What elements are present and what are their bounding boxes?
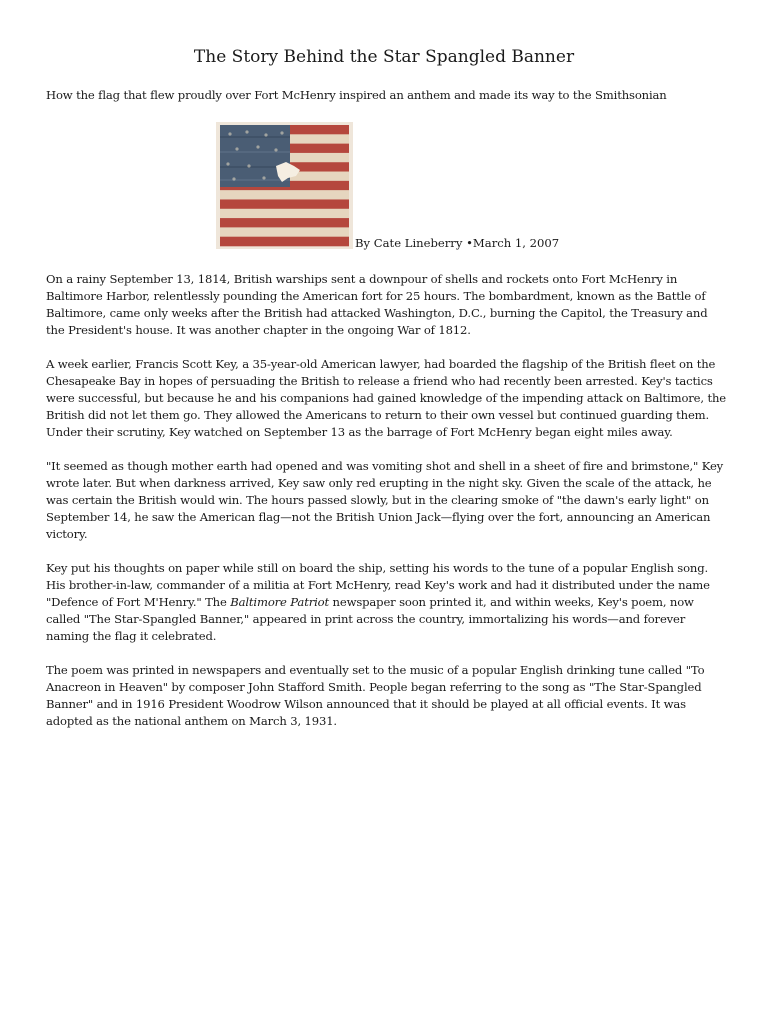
star-spangled-banner-flag-icon bbox=[216, 122, 353, 249]
flag-image bbox=[216, 122, 353, 249]
article-byline: By Cate Lineberry •March 1, 2007 bbox=[355, 236, 560, 250]
paragraph-1: On a rainy September 13, 1814, British warships sent a downpour of shells and rockets onto Fort McHenry in Baltimore Harbor, relentlessly pounding the American fort for 25 hours. The bombardment, known as the Battle of Baltimore, came only weeks after the British had attacked Washington, D.C., burning the Capitol, the Treasury and the President's house. It was another chapter in the ongoing War of 1812. bbox=[46, 272, 708, 337]
paragraph-3: "It seemed as though mother earth had opened and was vomiting shot and shell in a sheet of fire and brimstone," Key wrote later. But when darkness arrived, Key saw only red erupting in the night sky. Given the scale of the attack, he was certain the British would win. The hours passed slowly, but in the clearing smoke of "the dawn's early light" on September 14, he saw the American flag—not the British Union Jack—flying over the fort, announcing an American victory. bbox=[46, 459, 724, 541]
newspaper-name: Baltimore Patriot bbox=[230, 595, 329, 609]
paragraph-2: A week earlier, Francis Scott Key, a 35-year-old American lawyer, had boarded the flagship of the British fleet on the Chesapeake Bay in hopes of persuading the British to release a friend who had recently been arrested. Key's tactics were successful, but because he and his companions had gained knowledge of the impending attack on Baltimore, the British did not let them go. They allowed the Americans to return to their own vessel but continued guarding them. Under their scrutiny, Key watched on September 13 as the barrage of Fort McHenry began eight miles away. bbox=[46, 357, 726, 439]
paragraph-4 bbox=[46, 560, 726, 645]
article-body bbox=[46, 271, 726, 747]
flag-stripe bbox=[220, 218, 349, 228]
flag-stripe bbox=[220, 227, 349, 237]
flag-stripe bbox=[220, 209, 349, 219]
flag-stripe bbox=[220, 237, 349, 247]
paragraph-4-text-before: Key put his thoughts on paper while still on board the ship, setting his words to the tune of a popular English song. His brother-in-law, commander of a militia at Fort McHenry, read Key's work and had it distributed under the name "Defence of Fort M'Henry." The bbox=[46, 561, 710, 609]
flag-stripe bbox=[220, 190, 349, 200]
paragraph-5: The poem was printed in newspapers and eventually set to the music of a popular English drinking tune called "To Anacreon in Heaven" by composer John Stafford Smith. People began referring to the song as "The Star-Spangled Banner" and in 1916 President Woodrow Wilson announced that it should be played at all official events. It was adopted as the national anthem on March 3, 1931. bbox=[46, 663, 705, 728]
flag-stripe bbox=[220, 199, 349, 209]
page-title: The Story Behind the Star Spangled Banner bbox=[193, 47, 575, 67]
paragraph-4-text-after: newspaper soon printed it, and within weeks, Key's poem, now called "The Star-Spangled Banner," appeared in print across the country, immortalizing his words—and forever naming the flag it celebrated. bbox=[46, 595, 694, 643]
article-subtitle: How the flag that flew proudly over Fort McHenry inspired an anthem and made its way to the Smithsonian bbox=[46, 88, 667, 102]
